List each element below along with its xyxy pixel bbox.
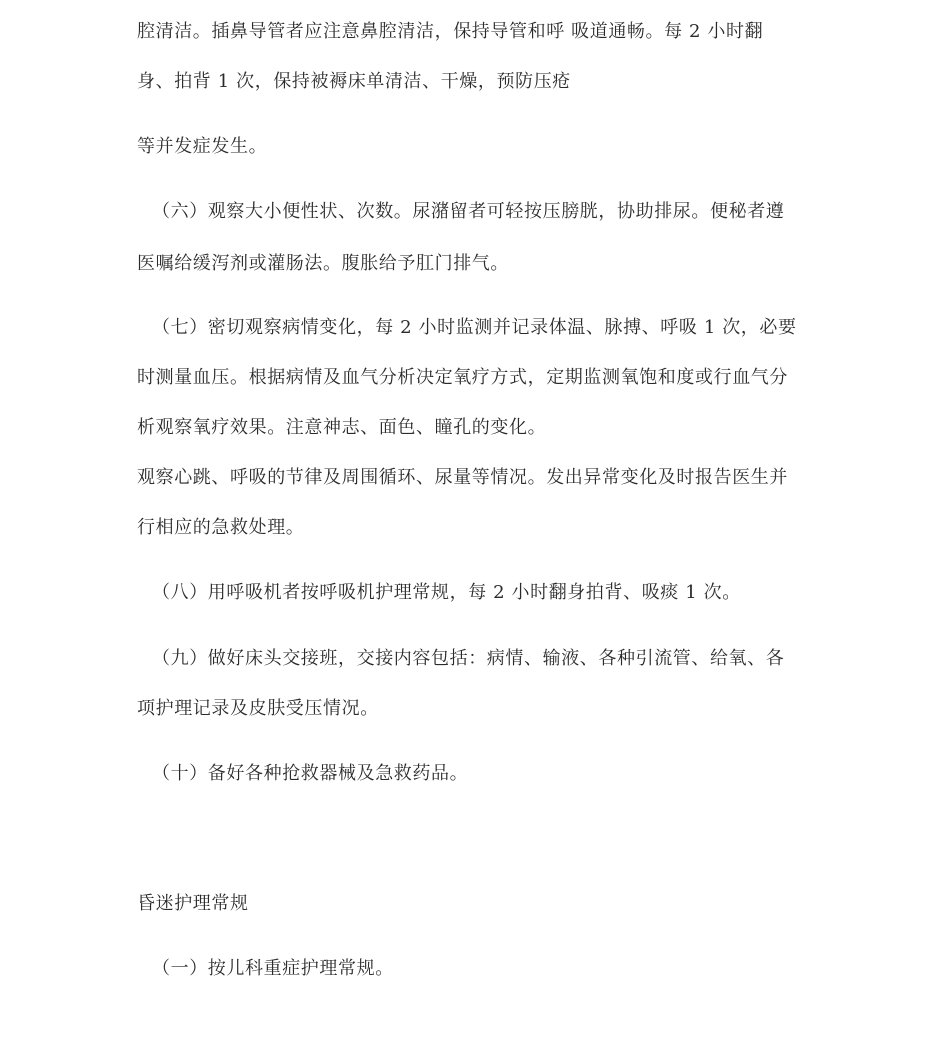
paragraph-line: 等并发症发生。 xyxy=(137,136,268,157)
section-heading: 昏迷护理常规 xyxy=(137,893,249,914)
item-nine-line: （九）做好床头交接班，交接内容包括：病情、输液、各种引流管、给氧、各 xyxy=(152,648,785,669)
item-eight-line: （八）用呼吸机者按呼吸机护理常规，每 2 小时翻身拍背、吸痰 1 次。 xyxy=(152,582,741,603)
paragraph-line: 腔清洁。插鼻导管者应注意鼻腔清洁，保持导管和呼 吸道通畅。每 2 小时翻 xyxy=(137,21,764,42)
paragraph-line: 行相应的急救处理。 xyxy=(137,517,305,538)
item-ten-line: （十）备好各种抢救器械及急救药品。 xyxy=(152,763,469,784)
paragraph-line: 析观察氧疗效果。注意神志、面色、瞳孔的变化。 xyxy=(137,417,547,438)
paragraph-line: 时测量血压。根据病情及血气分析决定氧疗方式，定期监测氧饱和度或行血气分 xyxy=(137,367,788,388)
paragraph-line: 身、拍背 1 次，保持被褥床单清洁、干燥，预防压疮 xyxy=(137,71,571,92)
section-item-one: （一）按儿科重症护理常规。 xyxy=(152,958,394,979)
paragraph-line: 项护理记录及皮肤受压情况。 xyxy=(137,698,379,719)
paragraph-line: 观察心跳、呼吸的节律及周围循环、尿量等情况。发出异常变化及时报告医生并 xyxy=(137,467,788,488)
item-six-line: （六）观察大小便性状、次数。尿潴留者可轻按压膀胱，协助排尿。便秘者遵 xyxy=(152,201,785,222)
paragraph-line: 医嘱给缓泻剂或灌肠法。腹胀给予肛门排气。 xyxy=(137,253,509,274)
item-seven-line: （七）密切观察病情变化，每 2 小时监测并记录体温、脉搏、呼吸 1 次，必要 xyxy=(152,317,797,338)
